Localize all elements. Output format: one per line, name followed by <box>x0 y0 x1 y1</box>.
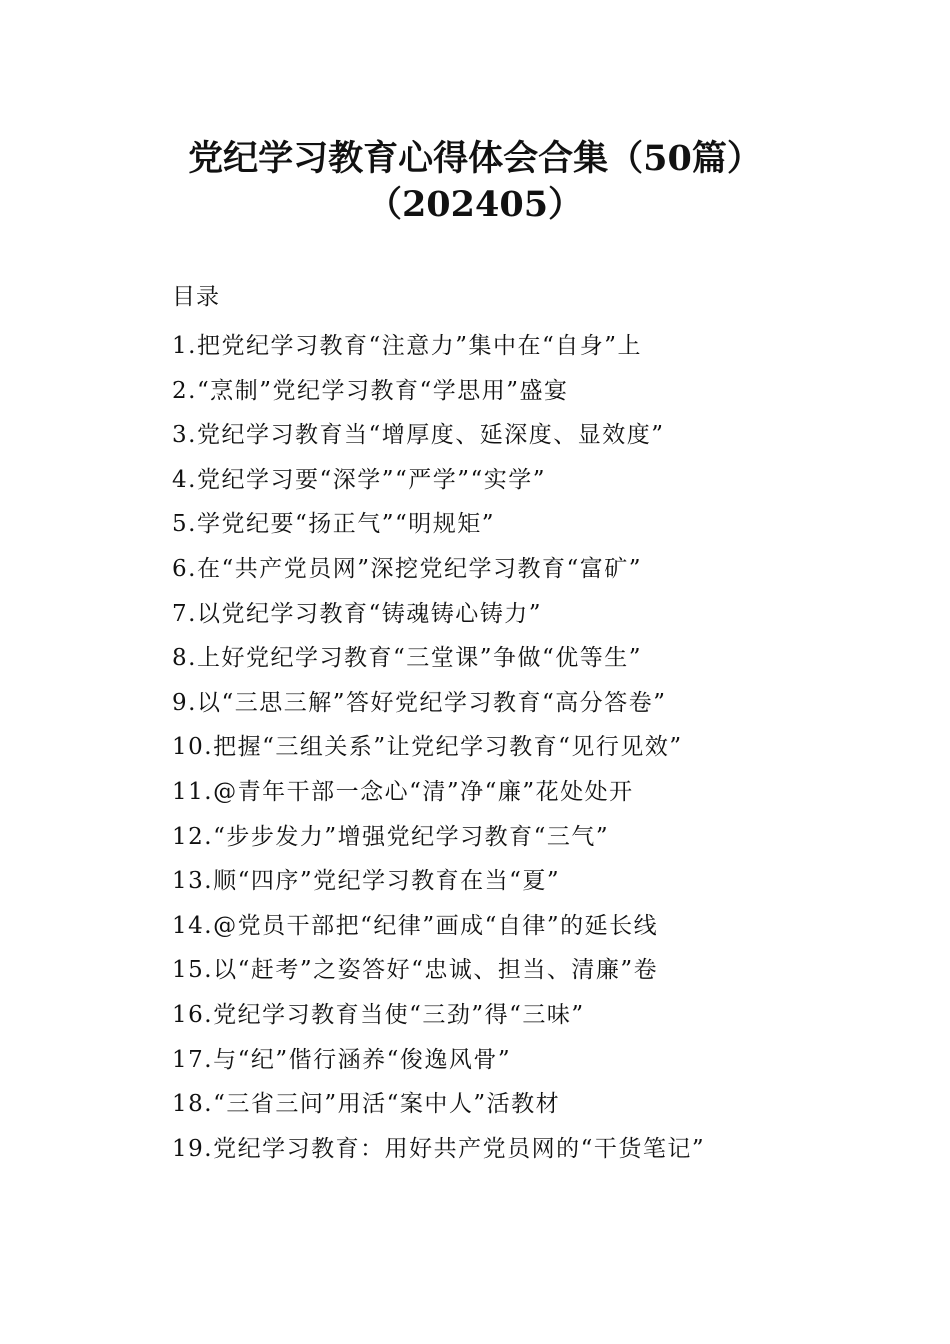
title-line-date: （202405） <box>366 184 584 225</box>
toc-item: 14.@党员干部把“纪律”画成“自律”的延长线 <box>172 912 659 939</box>
toc-item: 7.以党纪学习教育“铸魂铸心铸力” <box>172 600 542 627</box>
toc-item: 6.在“共产党员网”深挖党纪学习教育“富矿” <box>172 555 642 582</box>
toc-item: 15.以“赶考”之姿答好“忠诚、担当、清廉”卷 <box>172 957 659 984</box>
table-of-contents <box>172 280 892 1171</box>
toc-item: 5.学党纪要“扬正气”“明规矩” <box>172 511 495 538</box>
toc-item: 4.党纪学习要“深学”“严学”“实学” <box>172 466 546 493</box>
toc-item: 18.“三省三问”用活“案中人”活教材 <box>172 1091 561 1118</box>
toc-item: 8.上好党纪学习教育“三堂课”争做“优等生” <box>172 645 642 672</box>
title-line-main: 党纪学习教育心得体会合集（50篇） <box>188 138 762 179</box>
toc-item: 1.把党纪学习教育“注意力”集中在“自身”上 <box>172 333 642 359</box>
toc-item: 19.党纪学习教育：用好共产党员网的“干货笔记” <box>172 1135 706 1162</box>
toc-item: 13.顺“四序”党纪学习教育在当“夏” <box>172 868 561 895</box>
toc-item: 11.@青年干部一念心“清”净“廉”花处处开 <box>172 778 634 805</box>
toc-item: 16.党纪学习教育当使“三劲”得“三味” <box>172 1001 585 1028</box>
toc-item: 2.“烹制”党纪学习教育“学思用”盛宴 <box>172 377 569 404</box>
toc-list <box>172 324 892 1171</box>
toc-item: 12.“步步发力”增强党纪学习教育“三气” <box>172 823 610 850</box>
toc-item: 17.与“纪”偕行涵养“俊逸风骨” <box>172 1046 512 1073</box>
toc-item: 10.把握“三组关系”让党纪学习教育“见行见效” <box>172 734 683 761</box>
toc-item: 3.党纪学习教育当“增厚度、延深度、显效度” <box>172 422 665 449</box>
document-title <box>0 136 950 228</box>
toc-item: 9.以“三思三解”答好党纪学习教育“高分答卷” <box>172 689 667 716</box>
toc-heading: 目录 <box>172 284 220 310</box>
